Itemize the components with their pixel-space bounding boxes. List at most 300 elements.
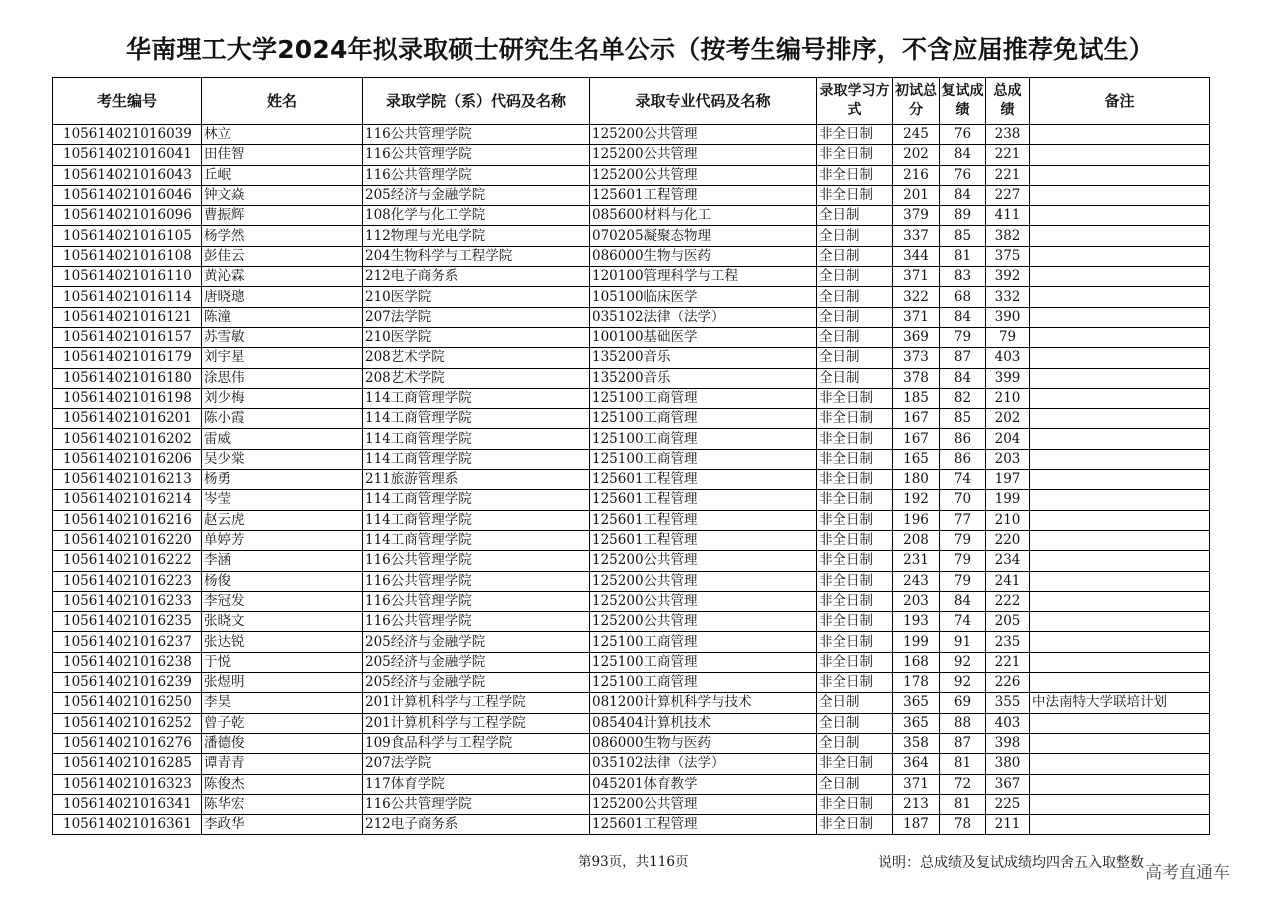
- header-mode: 录取学习方式: [817, 78, 893, 125]
- cell-college: 205经济与金融学院: [363, 652, 590, 672]
- cell-major: 125100工商管理: [590, 632, 817, 652]
- cell-total-score: 225: [986, 794, 1030, 814]
- cell-prelim-score: 167: [893, 409, 940, 429]
- cell-retest-score: 81: [940, 246, 986, 266]
- cell-name: 林立: [202, 125, 363, 145]
- cell-retest-score: 74: [940, 470, 986, 490]
- cell-retest-score: 85: [940, 409, 986, 429]
- cell-total-score: 390: [986, 307, 1030, 327]
- cell-study-mode: 全日制: [817, 693, 893, 713]
- cell-college: 210医学院: [363, 287, 590, 307]
- table-row: [53, 267, 1210, 287]
- cell-college: 116公共管理学院: [363, 612, 590, 632]
- cell-exam-id: 105614021016252: [53, 713, 202, 733]
- cell-note: [1030, 673, 1210, 693]
- cell-prelim-score: 243: [893, 571, 940, 591]
- cell-prelim-score: 379: [893, 206, 940, 226]
- cell-college: 116公共管理学院: [363, 125, 590, 145]
- cell-college: 205经济与金融学院: [363, 632, 590, 652]
- cell-total-score: 367: [986, 774, 1030, 794]
- cell-retest-score: 89: [940, 206, 986, 226]
- header-retest: 复试成绩: [940, 78, 986, 125]
- cell-exam-id: 105614021016237: [53, 632, 202, 652]
- cell-major: 125100工商管理: [590, 409, 817, 429]
- cell-retest-score: 68: [940, 287, 986, 307]
- table-row: [53, 713, 1210, 733]
- cell-college: 117体育学院: [363, 774, 590, 794]
- cell-college: 204生物科学与工程学院: [363, 246, 590, 266]
- cell-retest-score: 84: [940, 591, 986, 611]
- cell-major: 086000生物与医药: [590, 733, 817, 753]
- cell-exam-id: 105614021016202: [53, 429, 202, 449]
- cell-exam-id: 105614021016114: [53, 287, 202, 307]
- cell-prelim-score: 213: [893, 794, 940, 814]
- cell-study-mode: 非全日制: [817, 754, 893, 774]
- cell-exam-id: 105614021016096: [53, 206, 202, 226]
- cell-retest-score: 79: [940, 551, 986, 571]
- cell-major: 125601工程管理: [590, 530, 817, 550]
- cell-major: 135200音乐: [590, 368, 817, 388]
- cell-college: 205经济与金融学院: [363, 673, 590, 693]
- table-row: [53, 693, 1210, 713]
- table-row: [53, 571, 1210, 591]
- cell-note: [1030, 510, 1210, 530]
- cell-prelim-score: 168: [893, 652, 940, 672]
- cell-total-score: 411: [986, 206, 1030, 226]
- cell-prelim-score: 371: [893, 307, 940, 327]
- cell-major: 125200公共管理: [590, 571, 817, 591]
- cell-note: [1030, 754, 1210, 774]
- cell-name: 丘岷: [202, 165, 363, 185]
- cell-retest-score: 83: [940, 267, 986, 287]
- cell-total-score: 399: [986, 368, 1030, 388]
- cell-retest-score: 84: [940, 307, 986, 327]
- cell-retest-score: 84: [940, 145, 986, 165]
- cell-study-mode: 全日制: [817, 733, 893, 753]
- header-major: 录取专业代码及名称: [590, 78, 817, 125]
- cell-note: [1030, 327, 1210, 347]
- cell-note: [1030, 774, 1210, 794]
- cell-exam-id: 105614021016105: [53, 226, 202, 246]
- cell-prelim-score: 187: [893, 815, 940, 835]
- cell-major: 070205凝聚态物理: [590, 226, 817, 246]
- cell-study-mode: 非全日制: [817, 145, 893, 165]
- cell-total-score: 210: [986, 388, 1030, 408]
- cell-study-mode: 全日制: [817, 713, 893, 733]
- header-id: 考生编号: [53, 78, 202, 125]
- cell-name: 谭青青: [202, 754, 363, 774]
- admission-table: [52, 77, 1210, 835]
- cell-exam-id: 105614021016039: [53, 125, 202, 145]
- cell-prelim-score: 344: [893, 246, 940, 266]
- cell-exam-id: 105614021016323: [53, 774, 202, 794]
- cell-total-score: 227: [986, 185, 1030, 205]
- cell-prelim-score: 358: [893, 733, 940, 753]
- cell-name: 潘德俊: [202, 733, 363, 753]
- cell-note: [1030, 307, 1210, 327]
- table-row: [53, 612, 1210, 632]
- cell-name: 杨学然: [202, 226, 363, 246]
- cell-note: [1030, 591, 1210, 611]
- cell-major: 125200公共管理: [590, 591, 817, 611]
- cell-total-score: 332: [986, 287, 1030, 307]
- cell-study-mode: 非全日制: [817, 165, 893, 185]
- cell-note: [1030, 713, 1210, 733]
- cell-study-mode: 全日制: [817, 287, 893, 307]
- table-row: [53, 774, 1210, 794]
- cell-study-mode: 非全日制: [817, 632, 893, 652]
- cell-exam-id: 105614021016108: [53, 246, 202, 266]
- cell-note: [1030, 815, 1210, 835]
- table-row: [53, 246, 1210, 266]
- page-number: 第93页，共116页: [578, 854, 689, 870]
- cell-retest-score: 76: [940, 165, 986, 185]
- cell-college: 211旅游管理系: [363, 470, 590, 490]
- table-row: [53, 287, 1210, 307]
- table-row: [53, 490, 1210, 510]
- cell-note: [1030, 449, 1210, 469]
- cell-name: 彭佳云: [202, 246, 363, 266]
- cell-college: 116公共管理学院: [363, 794, 590, 814]
- cell-retest-score: 79: [940, 530, 986, 550]
- cell-total-score: 234: [986, 551, 1030, 571]
- table-row: [53, 551, 1210, 571]
- cell-prelim-score: 167: [893, 429, 940, 449]
- cell-note: [1030, 267, 1210, 287]
- cell-prelim-score: 208: [893, 530, 940, 550]
- cell-study-mode: 全日制: [817, 307, 893, 327]
- cell-retest-score: 84: [940, 368, 986, 388]
- cell-total-score: 202: [986, 409, 1030, 429]
- cell-name: 张达锐: [202, 632, 363, 652]
- cell-major: 135200音乐: [590, 348, 817, 368]
- table-row: [53, 327, 1210, 347]
- cell-prelim-score: 201: [893, 185, 940, 205]
- cell-total-score: 355: [986, 693, 1030, 713]
- cell-name: 李昊: [202, 693, 363, 713]
- cell-note: [1030, 612, 1210, 632]
- cell-total-score: 210: [986, 510, 1030, 530]
- cell-college: 114工商管理学院: [363, 490, 590, 510]
- cell-retest-score: 92: [940, 673, 986, 693]
- cell-exam-id: 105614021016121: [53, 307, 202, 327]
- cell-name: 陈潼: [202, 307, 363, 327]
- cell-major: 125200公共管理: [590, 125, 817, 145]
- cell-retest-score: 70: [940, 490, 986, 510]
- table-row: [53, 145, 1210, 165]
- cell-exam-id: 105614021016250: [53, 693, 202, 713]
- cell-name: 李涵: [202, 551, 363, 571]
- cell-note: [1030, 794, 1210, 814]
- cell-prelim-score: 371: [893, 774, 940, 794]
- cell-note: [1030, 125, 1210, 145]
- cell-major: 125100工商管理: [590, 449, 817, 469]
- cell-college: 212电子商务系: [363, 267, 590, 287]
- header-name: 姓名: [202, 78, 363, 125]
- cell-name: 刘少梅: [202, 388, 363, 408]
- cell-prelim-score: 165: [893, 449, 940, 469]
- cell-note: [1030, 348, 1210, 368]
- cell-total-score: 238: [986, 125, 1030, 145]
- cell-total-score: 221: [986, 652, 1030, 672]
- cell-major: 045201体育教学: [590, 774, 817, 794]
- table-row: [53, 530, 1210, 550]
- cell-major: 125601工程管理: [590, 185, 817, 205]
- cell-study-mode: 非全日制: [817, 530, 893, 550]
- cell-major: 125200公共管理: [590, 794, 817, 814]
- cell-study-mode: 非全日制: [817, 673, 893, 693]
- cell-major: 125200公共管理: [590, 551, 817, 571]
- cell-study-mode: 全日制: [817, 267, 893, 287]
- cell-name: 于悦: [202, 652, 363, 672]
- cell-study-mode: 非全日制: [817, 794, 893, 814]
- cell-name: 刘宇星: [202, 348, 363, 368]
- cell-retest-score: 79: [940, 571, 986, 591]
- cell-prelim-score: 216: [893, 165, 940, 185]
- cell-name: 岑莹: [202, 490, 363, 510]
- cell-prelim-score: 371: [893, 267, 940, 287]
- cell-college: 207法学院: [363, 754, 590, 774]
- cell-exam-id: 105614021016223: [53, 571, 202, 591]
- cell-major: 035102法律（法学）: [590, 307, 817, 327]
- cell-prelim-score: 369: [893, 327, 940, 347]
- cell-total-score: 392: [986, 267, 1030, 287]
- cell-study-mode: 全日制: [817, 206, 893, 226]
- cell-college: 114工商管理学院: [363, 449, 590, 469]
- table-row: [53, 652, 1210, 672]
- cell-name: 杨俊: [202, 571, 363, 591]
- cell-study-mode: 全日制: [817, 327, 893, 347]
- cell-total-score: 220: [986, 530, 1030, 550]
- cell-name: 曹振辉: [202, 206, 363, 226]
- cell-college: 207法学院: [363, 307, 590, 327]
- cell-college: 116公共管理学院: [363, 145, 590, 165]
- table-row: [53, 794, 1210, 814]
- cell-retest-score: 86: [940, 449, 986, 469]
- cell-college: 116公共管理学院: [363, 165, 590, 185]
- table-row: [53, 815, 1210, 835]
- cell-total-score: 79: [986, 327, 1030, 347]
- cell-major: 120100管理科学与工程: [590, 267, 817, 287]
- cell-retest-score: 92: [940, 652, 986, 672]
- cell-total-score: 403: [986, 348, 1030, 368]
- table-body: [53, 125, 1210, 835]
- cell-retest-score: 79: [940, 327, 986, 347]
- cell-study-mode: 全日制: [817, 368, 893, 388]
- cell-exam-id: 105614021016276: [53, 733, 202, 753]
- cell-exam-id: 105614021016341: [53, 794, 202, 814]
- cell-major: 125100工商管理: [590, 388, 817, 408]
- cell-note: [1030, 733, 1210, 753]
- table-row: [53, 185, 1210, 205]
- cell-major: 035102法律（法学）: [590, 754, 817, 774]
- cell-study-mode: 非全日制: [817, 612, 893, 632]
- cell-note: [1030, 571, 1210, 591]
- header-prelim: 初试总分: [893, 78, 940, 125]
- cell-name: 李政华: [202, 815, 363, 835]
- cell-total-score: 235: [986, 632, 1030, 652]
- cell-college: 114工商管理学院: [363, 409, 590, 429]
- cell-college: 116公共管理学院: [363, 551, 590, 571]
- cell-note: [1030, 409, 1210, 429]
- cell-study-mode: 非全日制: [817, 591, 893, 611]
- cell-college: 201计算机科学与工程学院: [363, 693, 590, 713]
- cell-name: 雷威: [202, 429, 363, 449]
- cell-prelim-score: 202: [893, 145, 940, 165]
- cell-college: 205经济与金融学院: [363, 185, 590, 205]
- cell-retest-score: 82: [940, 388, 986, 408]
- cell-prelim-score: 337: [893, 226, 940, 246]
- page-title: 华南理工大学2024年拟录取硕士研究生名单公示（按考生编号排序，不含应届推荐免试生）: [126, 35, 1154, 64]
- cell-exam-id: 105614021016235: [53, 612, 202, 632]
- cell-exam-id: 105614021016110: [53, 267, 202, 287]
- cell-study-mode: 非全日制: [817, 125, 893, 145]
- cell-college: 208艺术学院: [363, 348, 590, 368]
- cell-study-mode: 非全日制: [817, 652, 893, 672]
- cell-prelim-score: 199: [893, 632, 940, 652]
- cell-total-score: 222: [986, 591, 1030, 611]
- table-row: [53, 470, 1210, 490]
- cell-name: 张晓文: [202, 612, 363, 632]
- cell-study-mode: 非全日制: [817, 185, 893, 205]
- cell-name: 单婷芳: [202, 530, 363, 550]
- cell-retest-score: 76: [940, 125, 986, 145]
- cell-total-score: 205: [986, 612, 1030, 632]
- cell-major: 125200公共管理: [590, 165, 817, 185]
- cell-name: 陈华宏: [202, 794, 363, 814]
- cell-note: [1030, 632, 1210, 652]
- cell-major: 105100临床医学: [590, 287, 817, 307]
- cell-exam-id: 105614021016180: [53, 368, 202, 388]
- cell-name: 苏雪敏: [202, 327, 363, 347]
- cell-college: 114工商管理学院: [363, 429, 590, 449]
- cell-exam-id: 105614021016214: [53, 490, 202, 510]
- cell-exam-id: 105614021016222: [53, 551, 202, 571]
- cell-name: 陈小霞: [202, 409, 363, 429]
- cell-exam-id: 105614021016157: [53, 327, 202, 347]
- cell-major: 125601工程管理: [590, 490, 817, 510]
- cell-note: [1030, 206, 1210, 226]
- table-row: [53, 388, 1210, 408]
- table-row: [53, 591, 1210, 611]
- cell-prelim-score: 373: [893, 348, 940, 368]
- table-row: [53, 449, 1210, 469]
- cell-retest-score: 86: [940, 429, 986, 449]
- cell-total-score: 403: [986, 713, 1030, 733]
- cell-study-mode: 全日制: [817, 774, 893, 794]
- cell-study-mode: 非全日制: [817, 429, 893, 449]
- cell-study-mode: 非全日制: [817, 490, 893, 510]
- cell-total-score: 203: [986, 449, 1030, 469]
- cell-college: 212电子商务系: [363, 815, 590, 835]
- cell-note: [1030, 165, 1210, 185]
- cell-note: [1030, 551, 1210, 571]
- cell-prelim-score: 364: [893, 754, 940, 774]
- cell-total-score: 204: [986, 429, 1030, 449]
- cell-college: 201计算机科学与工程学院: [363, 713, 590, 733]
- cell-exam-id: 105614021016201: [53, 409, 202, 429]
- cell-total-score: 382: [986, 226, 1030, 246]
- table-row: [53, 409, 1210, 429]
- cell-note: [1030, 246, 1210, 266]
- cell-name: 涂思伟: [202, 368, 363, 388]
- cell-total-score: 398: [986, 733, 1030, 753]
- cell-retest-score: 85: [940, 226, 986, 246]
- cell-study-mode: 非全日制: [817, 571, 893, 591]
- cell-major: 125100工商管理: [590, 652, 817, 672]
- cell-total-score: 221: [986, 145, 1030, 165]
- cell-major: 125200公共管理: [590, 612, 817, 632]
- cell-study-mode: 非全日制: [817, 470, 893, 490]
- cell-name: 张煜明: [202, 673, 363, 693]
- cell-exam-id: 105614021016361: [53, 815, 202, 835]
- cell-retest-score: 81: [940, 794, 986, 814]
- table-row: [53, 165, 1210, 185]
- cell-total-score: 226: [986, 673, 1030, 693]
- cell-name: 赵云虎: [202, 510, 363, 530]
- cell-name: 李冠发: [202, 591, 363, 611]
- cell-college: 208艺术学院: [363, 368, 590, 388]
- cell-note: [1030, 429, 1210, 449]
- cell-college: 114工商管理学院: [363, 530, 590, 550]
- cell-prelim-score: 245: [893, 125, 940, 145]
- cell-retest-score: 88: [940, 713, 986, 733]
- cell-college: 116公共管理学院: [363, 571, 590, 591]
- table-row: [53, 206, 1210, 226]
- cell-retest-score: 72: [940, 774, 986, 794]
- cell-total-score: 199: [986, 490, 1030, 510]
- watermark: 高考直通车: [1145, 863, 1230, 883]
- cell-prelim-score: 180: [893, 470, 940, 490]
- table-row: [53, 226, 1210, 246]
- cell-exam-id: 105614021016216: [53, 510, 202, 530]
- cell-name: 杨勇: [202, 470, 363, 490]
- cell-prelim-score: 322: [893, 287, 940, 307]
- cell-note: [1030, 470, 1210, 490]
- cell-retest-score: 81: [940, 754, 986, 774]
- cell-exam-id: 105614021016179: [53, 348, 202, 368]
- cell-study-mode: 非全日制: [817, 551, 893, 571]
- cell-note: [1030, 226, 1210, 246]
- header-college: 录取学院（系）代码及名称: [363, 78, 590, 125]
- table-row: [53, 368, 1210, 388]
- cell-note: [1030, 652, 1210, 672]
- cell-college: 114工商管理学院: [363, 388, 590, 408]
- cell-retest-score: 91: [940, 632, 986, 652]
- cell-prelim-score: 178: [893, 673, 940, 693]
- cell-exam-id: 105614021016233: [53, 591, 202, 611]
- table-row: [53, 632, 1210, 652]
- cell-name: 钟文焱: [202, 185, 363, 205]
- cell-note: [1030, 368, 1210, 388]
- cell-study-mode: 非全日制: [817, 388, 893, 408]
- cell-major: 125100工商管理: [590, 429, 817, 449]
- table-row: [53, 754, 1210, 774]
- cell-major: 125601工程管理: [590, 510, 817, 530]
- cell-study-mode: 非全日制: [817, 409, 893, 429]
- cell-retest-score: 87: [940, 733, 986, 753]
- cell-retest-score: 74: [940, 612, 986, 632]
- cell-major: 125200公共管理: [590, 145, 817, 165]
- cell-exam-id: 105614021016043: [53, 165, 202, 185]
- cell-exam-id: 105614021016239: [53, 673, 202, 693]
- cell-exam-id: 105614021016041: [53, 145, 202, 165]
- cell-study-mode: 全日制: [817, 246, 893, 266]
- table-header-row: [53, 78, 1210, 125]
- cell-name: 黄沁霖: [202, 267, 363, 287]
- cell-major: 085600材料与化工: [590, 206, 817, 226]
- cell-exam-id: 105614021016220: [53, 530, 202, 550]
